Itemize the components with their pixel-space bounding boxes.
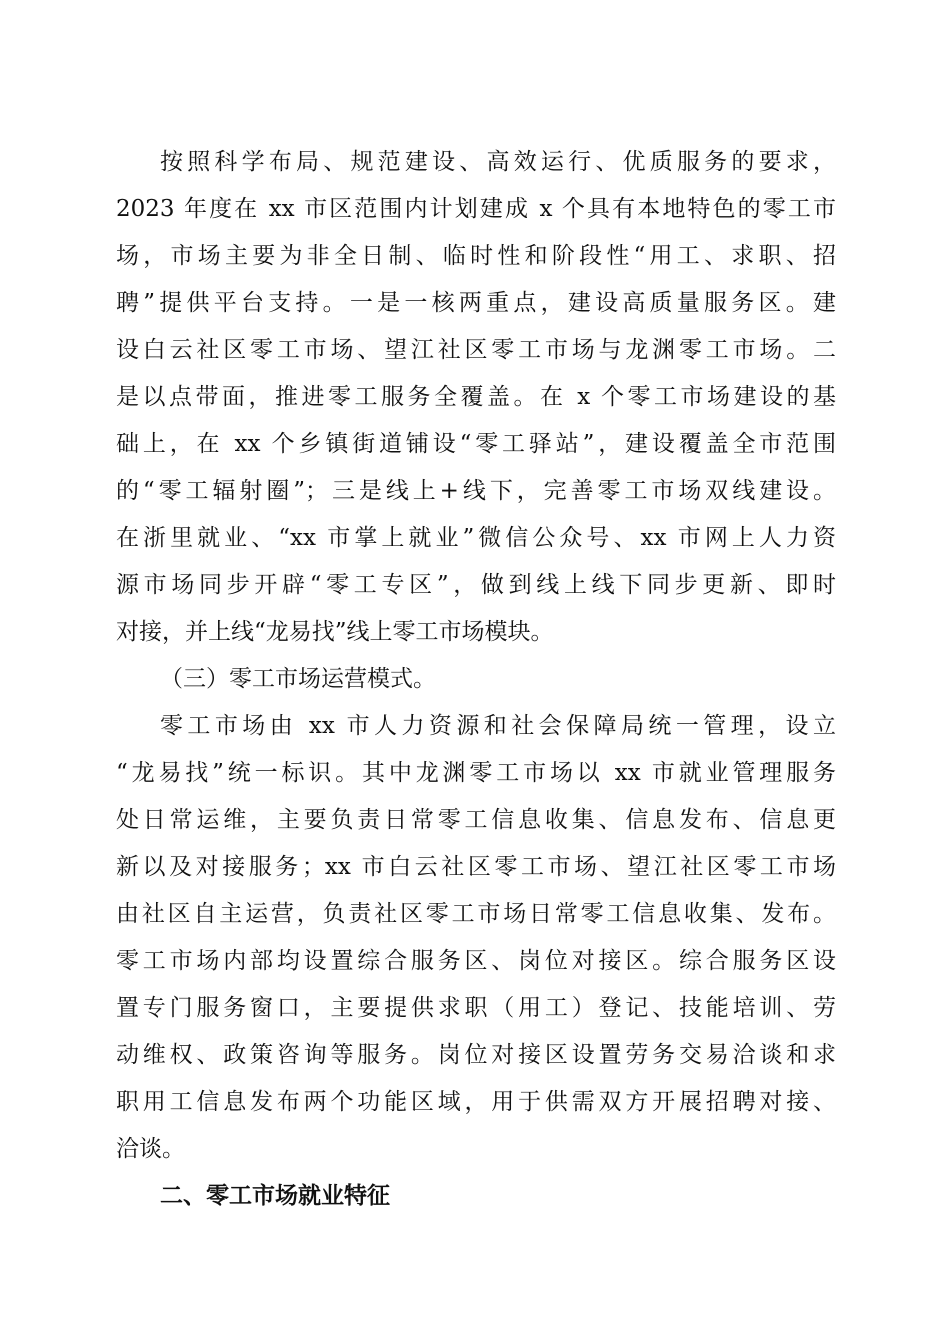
paragraph-2-line-9: 职用工信息发布两个功能区域，用于供需双方开展招聘对接、 — [116, 1089, 836, 1115]
paragraph-1-line-7: 础上，在 xx 个乡镇街道铺设“零工驿站”，建设覆盖全市范围 — [116, 431, 836, 457]
paragraph-1-line-6: 是以点带面，推进零工服务全覆盖。在 x 个零工市场建设的基 — [116, 384, 836, 410]
paragraph-1-line-9: 在浙里就业、“xx 市掌上就业”微信公众号、xx 市网上人力资 — [116, 525, 836, 551]
paragraph-2-line-5: 由社区自主运营，负责社区零工市场日常零工信息收集、发布。 — [116, 901, 836, 927]
paragraph-1-line-1: 按照科学布局、规范建设、高效运行、优质服务的要求， — [160, 149, 836, 175]
paragraph-2-line-4: 新以及对接服务；xx 市白云社区零工市场、望江社区零工市场 — [116, 854, 836, 880]
paragraph-1-line-2: 2023 年度在 xx 市区范围内计划建成 x 个具有本地特色的零工市 — [116, 196, 836, 222]
paragraph-1-line-11: 对接，并上线“龙易找”线上零工市场模块。 — [116, 619, 554, 645]
paragraph-2-line-10: 洽谈。 — [116, 1136, 185, 1162]
paragraph-1-line-5: 设白云社区零工市场、望江社区零工市场与龙渊零工市场。二 — [116, 337, 836, 363]
section-3-title: （三）零工市场运营模式。 — [160, 666, 436, 692]
paragraph-2-line-2: “龙易找”统一标识。其中龙渊零工市场以 xx 市就业管理服务 — [116, 760, 836, 786]
paragraph-1-line-3: 场，市场主要为非全日制、临时性和阶段性“用工、求职、招 — [116, 243, 836, 269]
paragraph-1-line-8: 的“零工辐射圈”；三是线上+线下，完善零工市场双线建设。 — [116, 478, 836, 504]
paragraph-2-line-7: 置专门服务窗口，主要提供求职（用工）登记、技能培训、劳 — [116, 995, 836, 1021]
section-2-heading: 二、零工市场就业特征 — [160, 1183, 390, 1209]
paragraph-1-line-4: 聘”提供平台支持。一是一核两重点，建设高质量服务区。建 — [116, 290, 836, 316]
paragraph-1-line-10: 源市场同步开辟“零工专区”，做到线上线下同步更新、即时 — [116, 572, 836, 598]
paragraph-2-line-6: 零工市场内部均设置综合服务区、岗位对接区。综合服务区设 — [116, 948, 836, 974]
paragraph-2-line-1: 零工市场由 xx 市人力资源和社会保障局统一管理，设立 — [160, 713, 836, 739]
paragraph-2-line-8: 动维权、政策咨询等服务。岗位对接区设置劳务交易洽谈和求 — [116, 1042, 836, 1068]
paragraph-2-line-3: 处日常运维，主要负责日常零工信息收集、信息发布、信息更 — [116, 807, 836, 833]
